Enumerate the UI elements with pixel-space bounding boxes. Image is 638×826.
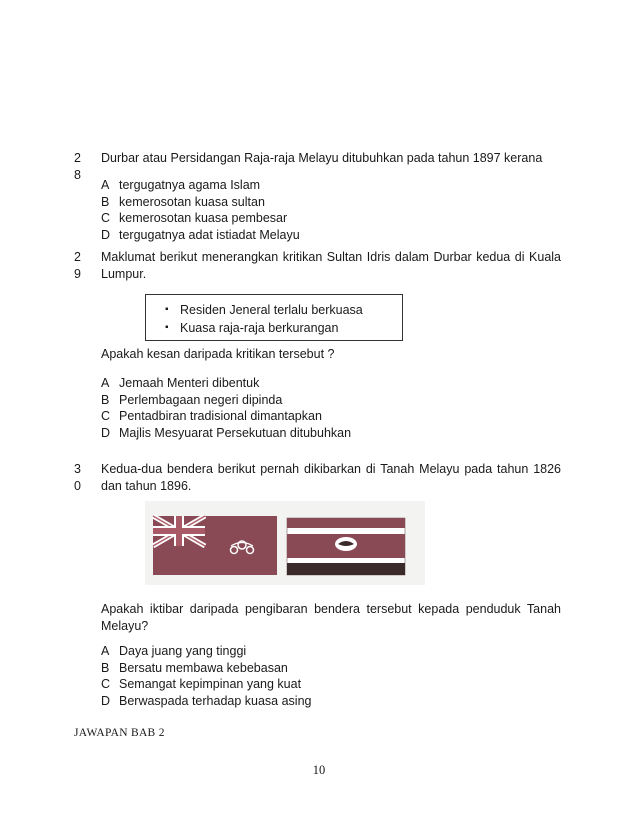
flags-image bbox=[145, 501, 425, 585]
option-text: tergugatnya adat istiadat Melayu bbox=[119, 227, 300, 242]
option-text: Bersatu membawa kebebasan bbox=[119, 660, 288, 675]
info-box-item bbox=[165, 301, 402, 319]
option-letter: D bbox=[101, 425, 111, 440]
option-letter: B bbox=[101, 194, 110, 209]
question-prompt-29: Apakah kesan daripada kritikan tersebut ? bbox=[101, 347, 335, 361]
option-a bbox=[101, 643, 312, 660]
options-30 bbox=[101, 643, 312, 709]
info-box bbox=[145, 294, 403, 341]
option-a bbox=[101, 375, 351, 392]
option-letter: A bbox=[101, 178, 110, 192]
option-letter: A bbox=[101, 644, 110, 658]
option-text: Jemaah Menteri dibentuk bbox=[119, 376, 260, 390]
info-box-item bbox=[165, 319, 402, 337]
question-prompt-30: Apakah iktibar daripada pengibaran bendera tersebut kepada penduduk Tanah Melayu? bbox=[101, 602, 561, 633]
option-letter: B bbox=[101, 660, 110, 675]
bullet-icon: ▪ bbox=[165, 322, 169, 333]
question-text-29: Maklumat berikut menerangkan kritikan Sultan Idris dalam Durbar kedua di Kuala Lumpur. bbox=[101, 250, 561, 281]
info-box-text: Residen Jeneral terlalu berkuasa bbox=[180, 303, 363, 317]
flag-1896 bbox=[287, 518, 405, 575]
option-c bbox=[101, 210, 300, 227]
option-letter: D bbox=[101, 693, 111, 708]
option-text: Perlembagaan negeri dipinda bbox=[119, 392, 283, 407]
options-28 bbox=[101, 177, 300, 243]
option-text: Berwaspada terhadap kuasa asing bbox=[119, 693, 312, 708]
option-text: Majlis Mesyuarat Persekutuan ditubuhkan bbox=[119, 425, 352, 440]
option-b bbox=[101, 194, 300, 211]
option-d bbox=[101, 425, 351, 442]
option-letter: C bbox=[101, 409, 111, 423]
section-label: JAWAPAN BAB 2 bbox=[74, 727, 165, 739]
option-text: tergugatnya agama Islam bbox=[119, 178, 261, 192]
bullet-icon: ▪ bbox=[165, 304, 169, 315]
option-d bbox=[101, 227, 300, 244]
flag-1826 bbox=[153, 516, 277, 575]
question-number-28: 2 8 bbox=[74, 151, 81, 182]
option-b bbox=[101, 660, 312, 677]
option-d bbox=[101, 693, 312, 710]
option-letter: B bbox=[101, 392, 110, 407]
option-a bbox=[101, 177, 300, 194]
option-text: Daya juang yang tinggi bbox=[119, 644, 247, 658]
option-text: Pentadbiran tradisional dimantapkan bbox=[119, 409, 322, 423]
options-29 bbox=[101, 375, 351, 441]
question-number-29: 2 9 bbox=[74, 250, 81, 281]
option-letter: C bbox=[101, 211, 111, 225]
option-letter: D bbox=[101, 227, 111, 242]
question-number-30: 3 0 bbox=[74, 462, 81, 493]
option-c bbox=[101, 676, 312, 693]
option-text: kemerosotan kuasa sultan bbox=[119, 194, 265, 209]
option-c bbox=[101, 408, 351, 425]
question-text-30: Kedua-dua bendera berikut pernah dikibarkan di Tanah Melayu pada tahun 1826 dan tahun 1896. bbox=[101, 462, 561, 493]
option-letter: C bbox=[101, 677, 111, 691]
option-letter: A bbox=[101, 376, 110, 390]
page-number: 10 bbox=[312, 763, 326, 777]
option-text: Semangat kepimpinan yang kuat bbox=[119, 677, 302, 691]
info-box-text: Kuasa raja-raja berkurangan bbox=[180, 321, 339, 335]
flags-illustration bbox=[145, 501, 425, 585]
question-text-28: Durbar atau Persidangan Raja-raja Melayu ditubuhkan pada tahun 1897 kerana bbox=[101, 151, 543, 165]
option-b bbox=[101, 392, 351, 409]
option-text: kemerosotan kuasa pembesar bbox=[119, 211, 288, 225]
